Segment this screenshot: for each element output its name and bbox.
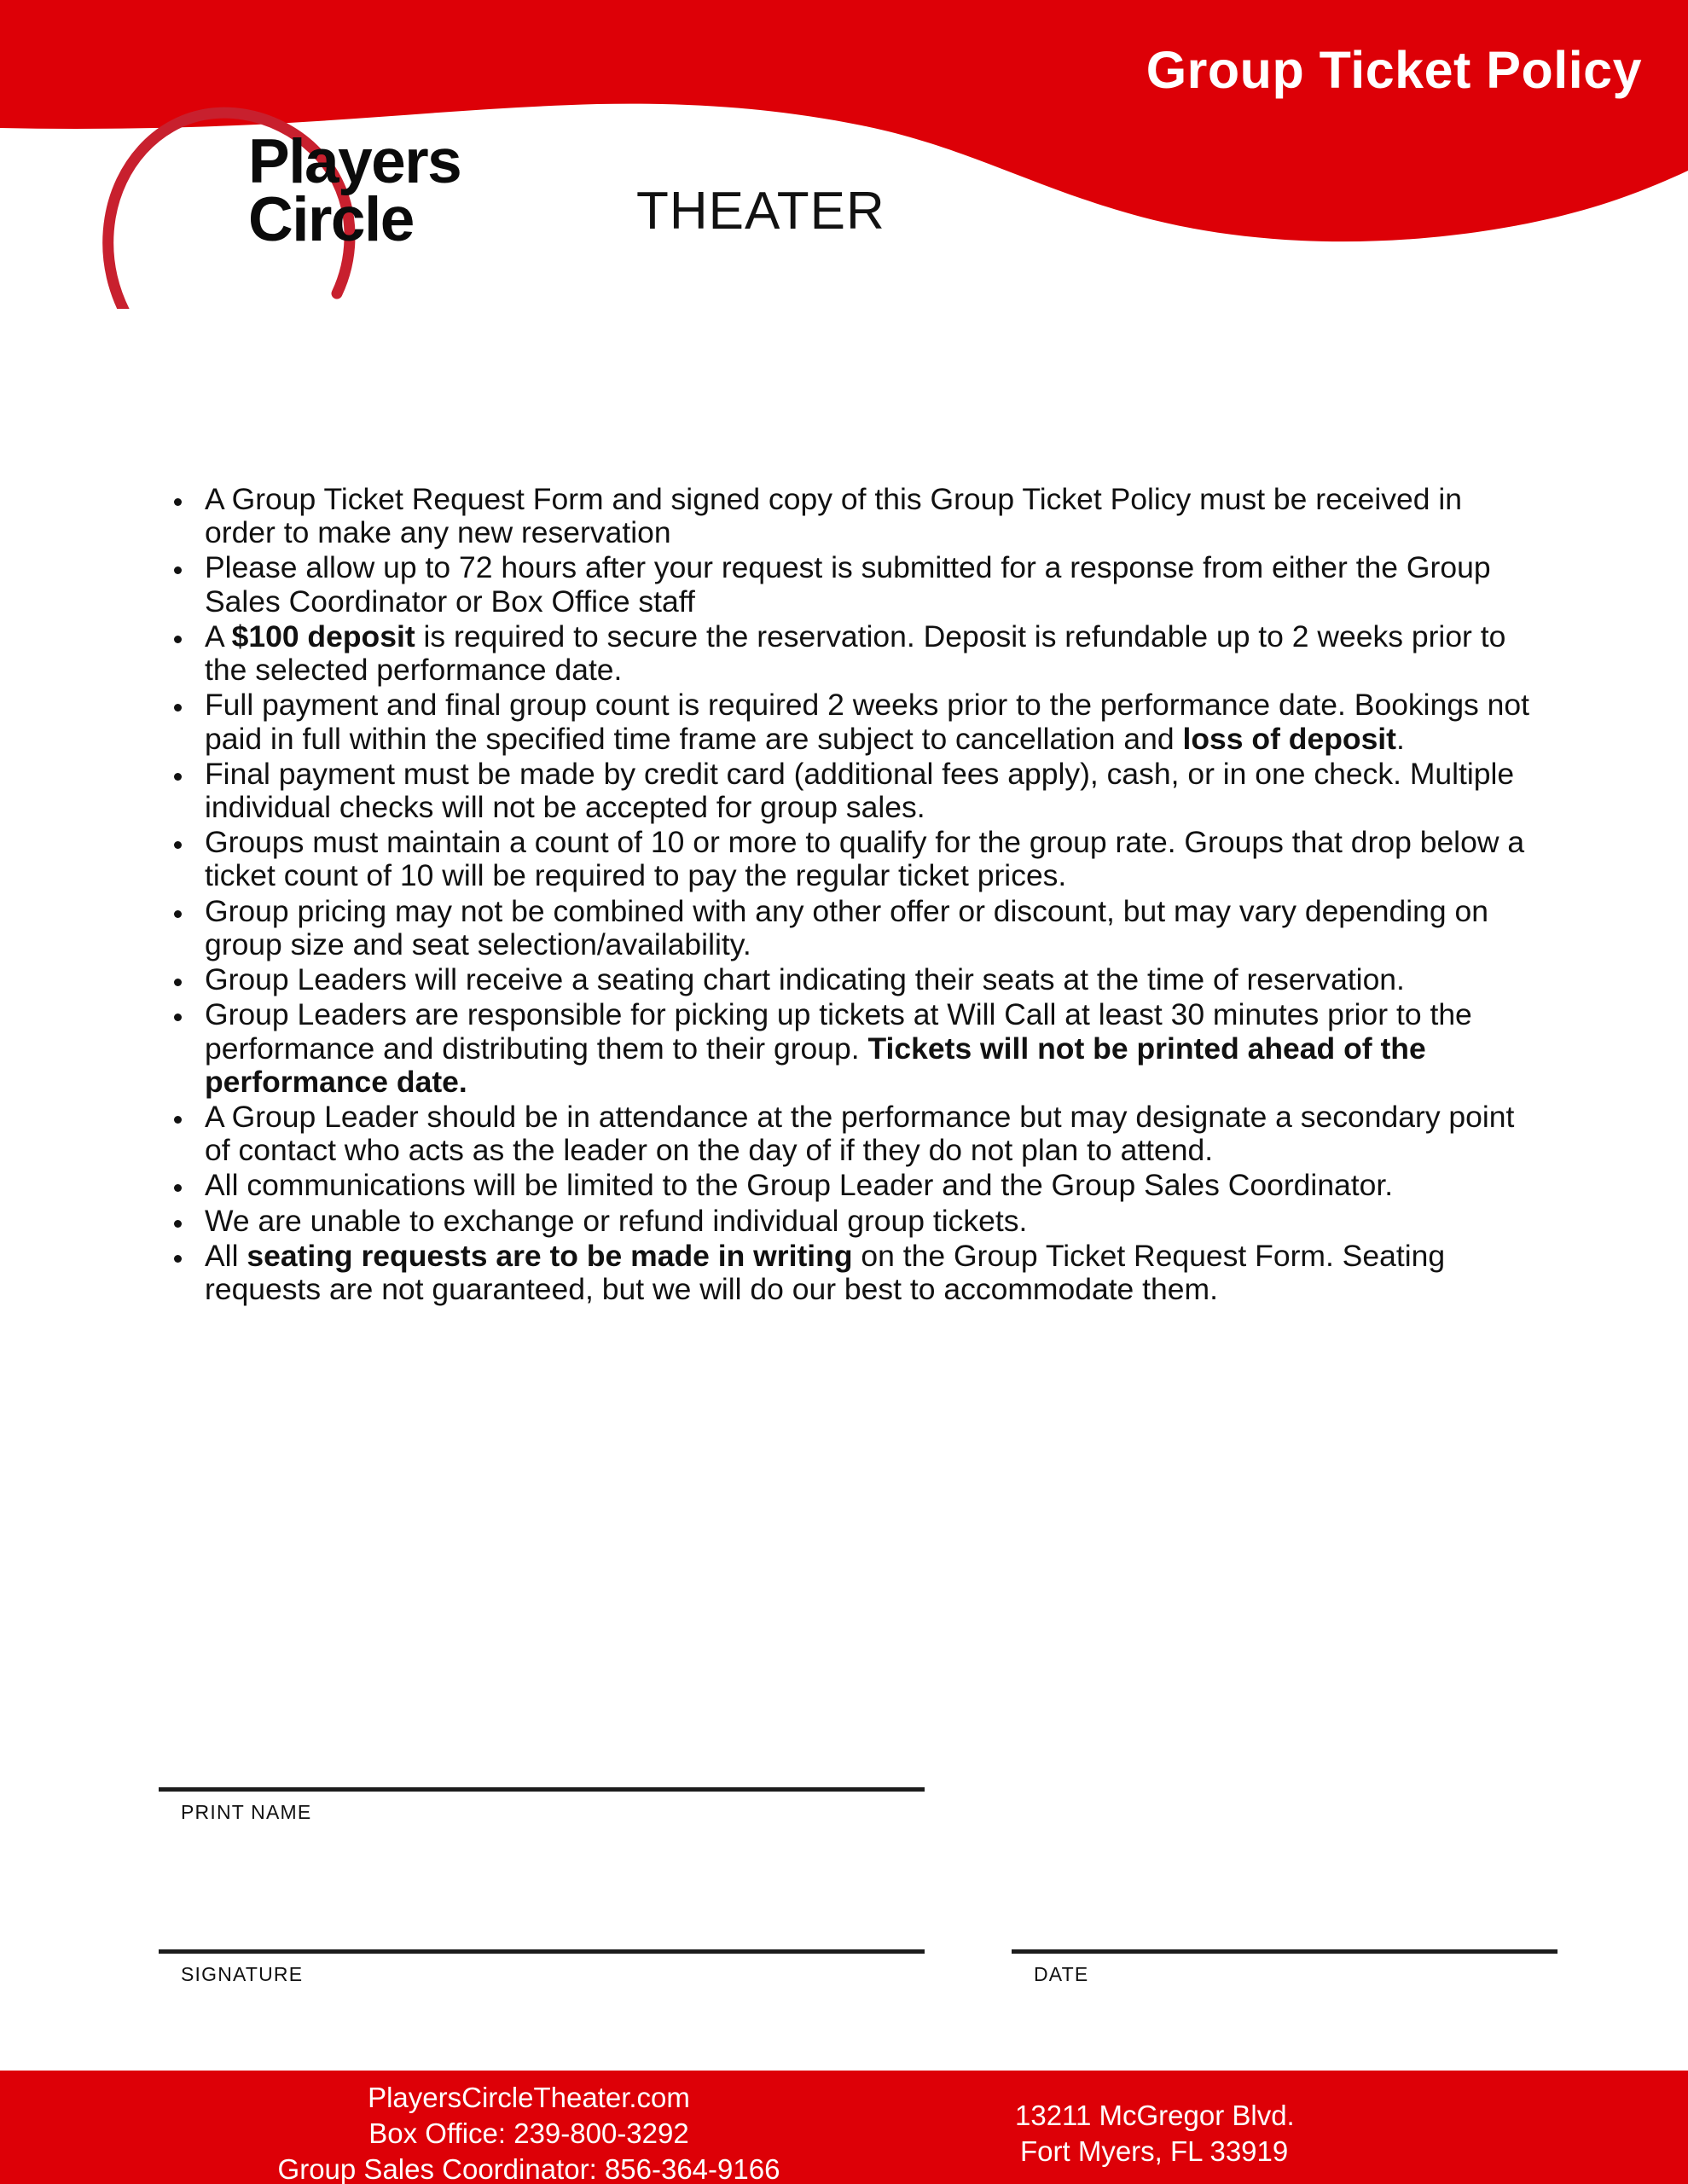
policy-bullet-list	[167, 483, 1532, 1308]
policy-item	[167, 1205, 1532, 1238]
footer-address-line1: 13211 McGregor Blvd.	[1015, 2100, 1295, 2131]
policy-item	[167, 758, 1532, 824]
policy-item	[167, 895, 1532, 961]
signature-rule	[159, 1949, 925, 1954]
footer-contact-block	[0, 2080, 1058, 2184]
policy-text: on the Group Ticket Request Form. Seating requests are not guaranteed, but we will do our best to accommodate them.	[205, 1238, 1446, 1307]
print-name-rule	[159, 1787, 925, 1792]
policy-text: We are unable to exchange or refund individual group tickets.	[205, 1203, 1028, 1238]
date-field[interactable]	[1012, 1949, 1557, 1986]
signature-area	[0, 1787, 1688, 2077]
date-label: DATE	[1034, 1963, 1089, 1985]
policy-item	[167, 551, 1532, 618]
policy-item	[167, 1169, 1532, 1202]
policy-item	[167, 1101, 1532, 1167]
page-title: Group Ticket Policy	[1146, 41, 1642, 99]
policy-text-emphasis: loss of deposit	[1182, 721, 1396, 756]
policy-text: A	[205, 619, 232, 653]
policy-item	[167, 483, 1532, 549]
date-rule	[1012, 1949, 1557, 1954]
policy-text: All	[205, 1238, 247, 1273]
logo-wordmark	[248, 127, 896, 304]
policy-item	[167, 688, 1532, 755]
policy-text: Group Leaders are responsible for picking up tickets at Will Call at least 30 minutes prior to the performance and distributing them to their group.	[205, 997, 1472, 1066]
policy-text: .	[1396, 721, 1405, 756]
policy-text: All communications will be limited to the Group Leader and the Group Sales Coordinator.	[205, 1168, 1394, 1203]
policy-item	[167, 826, 1532, 892]
footer-red-band	[0, 2071, 1688, 2184]
policy-text: Group pricing may not be combined with any other offer or discount, but may vary depending on group size and seat selection/availability.	[205, 893, 1489, 961]
policy-text: Please allow up to 72 hours after your request is submitted for a response from either the Group Sales Coordinator or Box Office staff	[205, 550, 1491, 619]
policy-text: Full payment and final group count is required 2 weeks prior to the performance date. Bookings not paid in full within the specified time frame are subject to cancellation and	[205, 688, 1530, 756]
policy-text: is required to secure the reservation. Deposit is refundable up to 2 weeks prior to the selected performance date.	[205, 619, 1506, 688]
policy-text: Group Leaders will receive a seating chart indicating their seats at the time of reservation.	[205, 962, 1405, 997]
policy-text: A Group Leader should be in attendance at the performance but may designate a secondary point of contact who acts as the leader on the day of if they do not plan to attend.	[205, 1099, 1515, 1168]
policy-item	[167, 998, 1532, 1099]
logo-word-players: Players	[248, 127, 461, 196]
policy-item	[167, 1240, 1532, 1306]
footer-group-sales-phone[interactable]: Group Sales Coordinator: 856-364-9166	[277, 2152, 780, 2184]
print-name-label: PRINT NAME	[181, 1801, 312, 1823]
policy-text-emphasis: seating requests are to be made in writing	[247, 1238, 853, 1273]
policy-text-emphasis: Tickets will not be printed ahead of the performance date.	[205, 1031, 1426, 1099]
logo-word-circle: Circle	[248, 184, 414, 254]
logo-word-theater: THEATER	[636, 182, 885, 241]
policy-text: A Group Ticket Request Form and signed copy of this Group Ticket Policy must be received in order to make any new reservation	[205, 482, 1462, 550]
policy-text-emphasis: $100 deposit	[231, 619, 415, 653]
print-name-field[interactable]	[159, 1787, 925, 1824]
footer-box-office-phone[interactable]: Box Office: 239-800-3292	[368, 2117, 689, 2149]
footer-address-line2: Fort Myers, FL 33919	[1020, 2135, 1289, 2167]
signature-field[interactable]	[159, 1949, 925, 1986]
footer-address-block	[1015, 2098, 1295, 2169]
policy-text: Final payment must be made by credit card (additional fees apply), cash, or in one check. Multiple individual checks will not be accepted for group sales.	[205, 756, 1515, 824]
players-circle-theater-logo	[90, 104, 883, 309]
policy-item	[167, 963, 1532, 996]
footer-website[interactable]: PlayersCircleTheater.com	[368, 2082, 690, 2113]
signature-label: SIGNATURE	[181, 1963, 304, 1985]
policy-item	[167, 620, 1532, 687]
policy-text: Groups must maintain a count of 10 or more to qualify for the group rate. Groups that drop below a ticket count of 10 will be required to pay the regular ticket prices.	[205, 825, 1525, 893]
